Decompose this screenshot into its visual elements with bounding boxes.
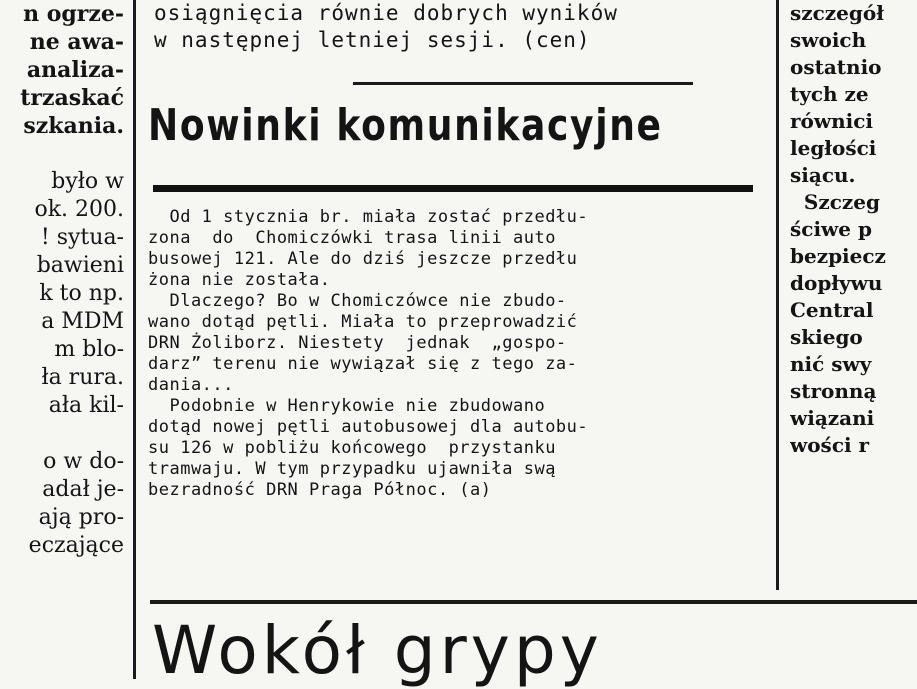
article-body <box>148 207 770 501</box>
text-line: Od 1 stycznia br. miała zostać przedłu- <box>148 207 589 227</box>
text-line: szkania. <box>23 113 124 139</box>
section-rule <box>150 600 917 604</box>
text-line: stronną <box>790 379 877 403</box>
text-line: Podobnie w Henrykowie nie zbudowano <box>148 396 546 416</box>
text-line: su 126 w pobliżu końcowego przystanku <box>148 438 556 458</box>
text-line: żona nie została. <box>148 270 331 290</box>
text-line: tych ze <box>790 82 869 106</box>
text-line: szczegół <box>790 1 884 25</box>
text-line: równici <box>790 109 874 133</box>
text-line: bezpiecz <box>790 244 886 268</box>
text-line: siącu. <box>790 163 856 187</box>
text-line: bezradność DRN Praga Północ. (a) <box>148 480 492 500</box>
text-line: trzaskać <box>20 85 124 111</box>
text-line: m blo- <box>54 337 124 362</box>
text-line: skiego <box>790 325 863 349</box>
text-line: ległości <box>790 136 877 160</box>
text-line: n ogrze- <box>23 1 124 27</box>
text-line: ają pro- <box>38 505 124 530</box>
text-line: tramwaju. W tym przypadku ujawniła swą <box>148 459 556 479</box>
next-article-headline: Wokół grypy <box>152 612 603 689</box>
text-line: busowej 121. Ale do dziś jeszcze przedłu <box>148 249 578 269</box>
text-line: analiza- <box>26 57 124 83</box>
text-line: a MDM <box>41 309 124 334</box>
text-line: o w do- <box>43 449 124 474</box>
text-line <box>0 140 128 168</box>
text-line: ściwe p <box>790 217 872 241</box>
text-line: osiągnięcia równie dobrych wyników <box>154 1 618 25</box>
column-divider-right <box>776 0 779 590</box>
text-line: ne awa- <box>29 29 124 55</box>
text-line: adał je- <box>42 477 124 502</box>
text-line: ała kil- <box>48 393 124 418</box>
text-line: ok. 200. <box>34 197 124 222</box>
text-line: zona do Chomiczówki trasa linii auto <box>148 228 556 248</box>
text-line: ostatnio <box>790 55 882 79</box>
right-column <box>790 0 917 600</box>
text-line: dopływu <box>790 271 883 295</box>
article-headline: Nowinki komunikacyjne <box>148 100 663 151</box>
text-line: było w <box>51 169 124 194</box>
text-line: Dlaczego? Bo w Chomiczówce nie zbudo- <box>148 291 567 311</box>
previous-article-ending <box>148 0 770 54</box>
text-line <box>0 420 128 448</box>
text-line: dania... <box>148 375 234 395</box>
left-column <box>0 0 128 679</box>
text-line: k to np. <box>39 281 124 306</box>
text-line: swoich <box>790 28 867 52</box>
text-line: eczające <box>28 533 124 558</box>
text-line: DRN Żoliborz. Niestety jednak „gospo- <box>148 333 567 353</box>
text-line: ła rura. <box>41 365 124 390</box>
text-line: wości r <box>790 433 870 457</box>
text-line: nić swy <box>790 352 872 376</box>
text-line: Szczeg <box>790 190 880 214</box>
middle-column <box>148 0 770 600</box>
text-line: Central <box>790 298 874 322</box>
text-line: wiązani <box>790 406 875 430</box>
text-line: ! sytua- <box>40 225 124 250</box>
article-separator <box>353 82 693 85</box>
column-divider-left <box>133 0 136 679</box>
text-line: dotąd nowej pętli autobusowej dla autobu- <box>148 417 589 437</box>
headline-underline <box>153 185 753 192</box>
text-line: w następnej letniej sesji. (cen) <box>154 28 591 52</box>
text-line: bawieni <box>36 253 124 278</box>
text-line: wano dotąd pętli. Miała to przeprowadzić <box>148 312 578 332</box>
text-line: darz” terenu nie wywiązał się z tego za- <box>148 354 578 374</box>
